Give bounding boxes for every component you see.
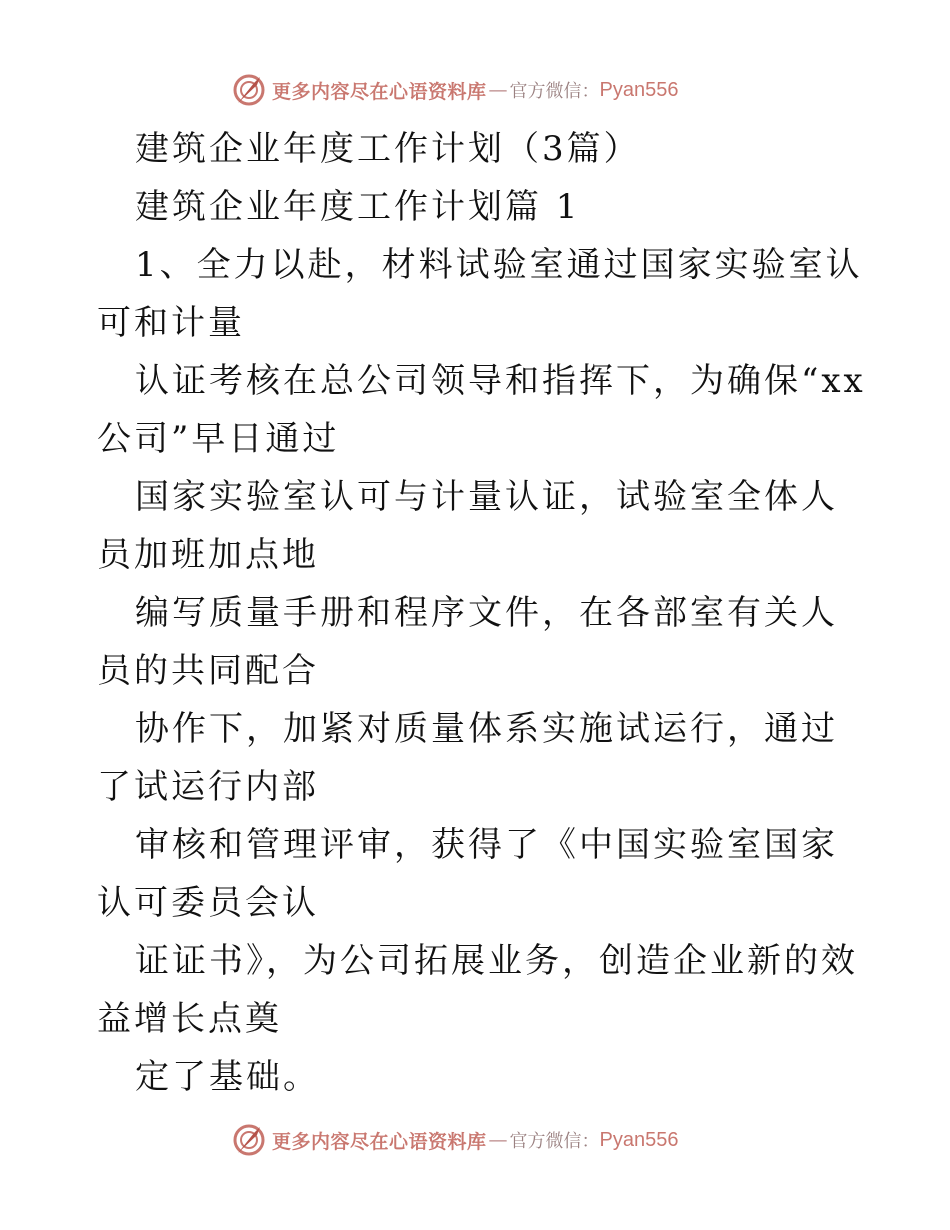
title-text: 建筑企业年度工作计划（3篇）: [135, 129, 641, 169]
body-paragraph-4: [97, 584, 867, 700]
quill-logo-icon: [232, 73, 266, 107]
section-heading-text: 建筑企业年度工作计划篇 1: [135, 187, 581, 227]
watermark-dash: —: [488, 1129, 508, 1151]
header-watermark: [232, 72, 678, 108]
paragraph-text: 协作下，加紧对质量体系实施试运行，通过了试运行内部: [97, 709, 838, 807]
body-paragraph-1: [97, 236, 867, 352]
watermark-wechat-id: Pyan556: [599, 1128, 679, 1151]
document-body: [97, 120, 867, 1106]
paragraph-text: 编写质量手册和程序文件，在各部室有关人员的共同配合: [97, 593, 838, 691]
body-paragraph-6: [97, 816, 867, 932]
quill-logo-icon: [232, 1123, 266, 1157]
section-heading: [97, 178, 867, 236]
watermark-wechat-label: 官方微信：: [509, 81, 600, 102]
body-paragraph-3: [97, 468, 867, 584]
watermark-wechat-id: Pyan556: [599, 78, 679, 101]
watermark-title: 更多内容尽在心语资料库: [272, 80, 487, 103]
paragraph-text: 国家实验室认可与计量认证，试验室全体人员加班加点地: [97, 477, 838, 575]
document-title: [97, 120, 867, 178]
body-paragraph-8: [97, 1048, 867, 1106]
paragraph-text: 认证考核在总公司领导和指挥下，为确保“xx公司”早日通过: [97, 361, 866, 459]
paragraph-text: 1、全力以赴，材料试验室通过国家实验室认可和计量: [97, 245, 863, 343]
paragraph-text: 审核和管理评审，获得了《中国实验室国家认可委员会认: [97, 825, 838, 923]
paragraph-text: 定了基础。: [135, 1057, 320, 1097]
body-paragraph-5: [97, 700, 867, 816]
watermark-dash: —: [488, 79, 508, 101]
body-paragraph-2: [97, 352, 867, 468]
paragraph-text: 证证书》，为公司拓展业务，创造企业新的效益增长点奠: [97, 941, 858, 1039]
footer-watermark: [232, 1122, 678, 1158]
watermark-wechat-label: 官方微信：: [509, 1131, 600, 1152]
body-paragraph-7: [97, 932, 867, 1048]
watermark-title: 更多内容尽在心语资料库: [272, 1130, 487, 1153]
